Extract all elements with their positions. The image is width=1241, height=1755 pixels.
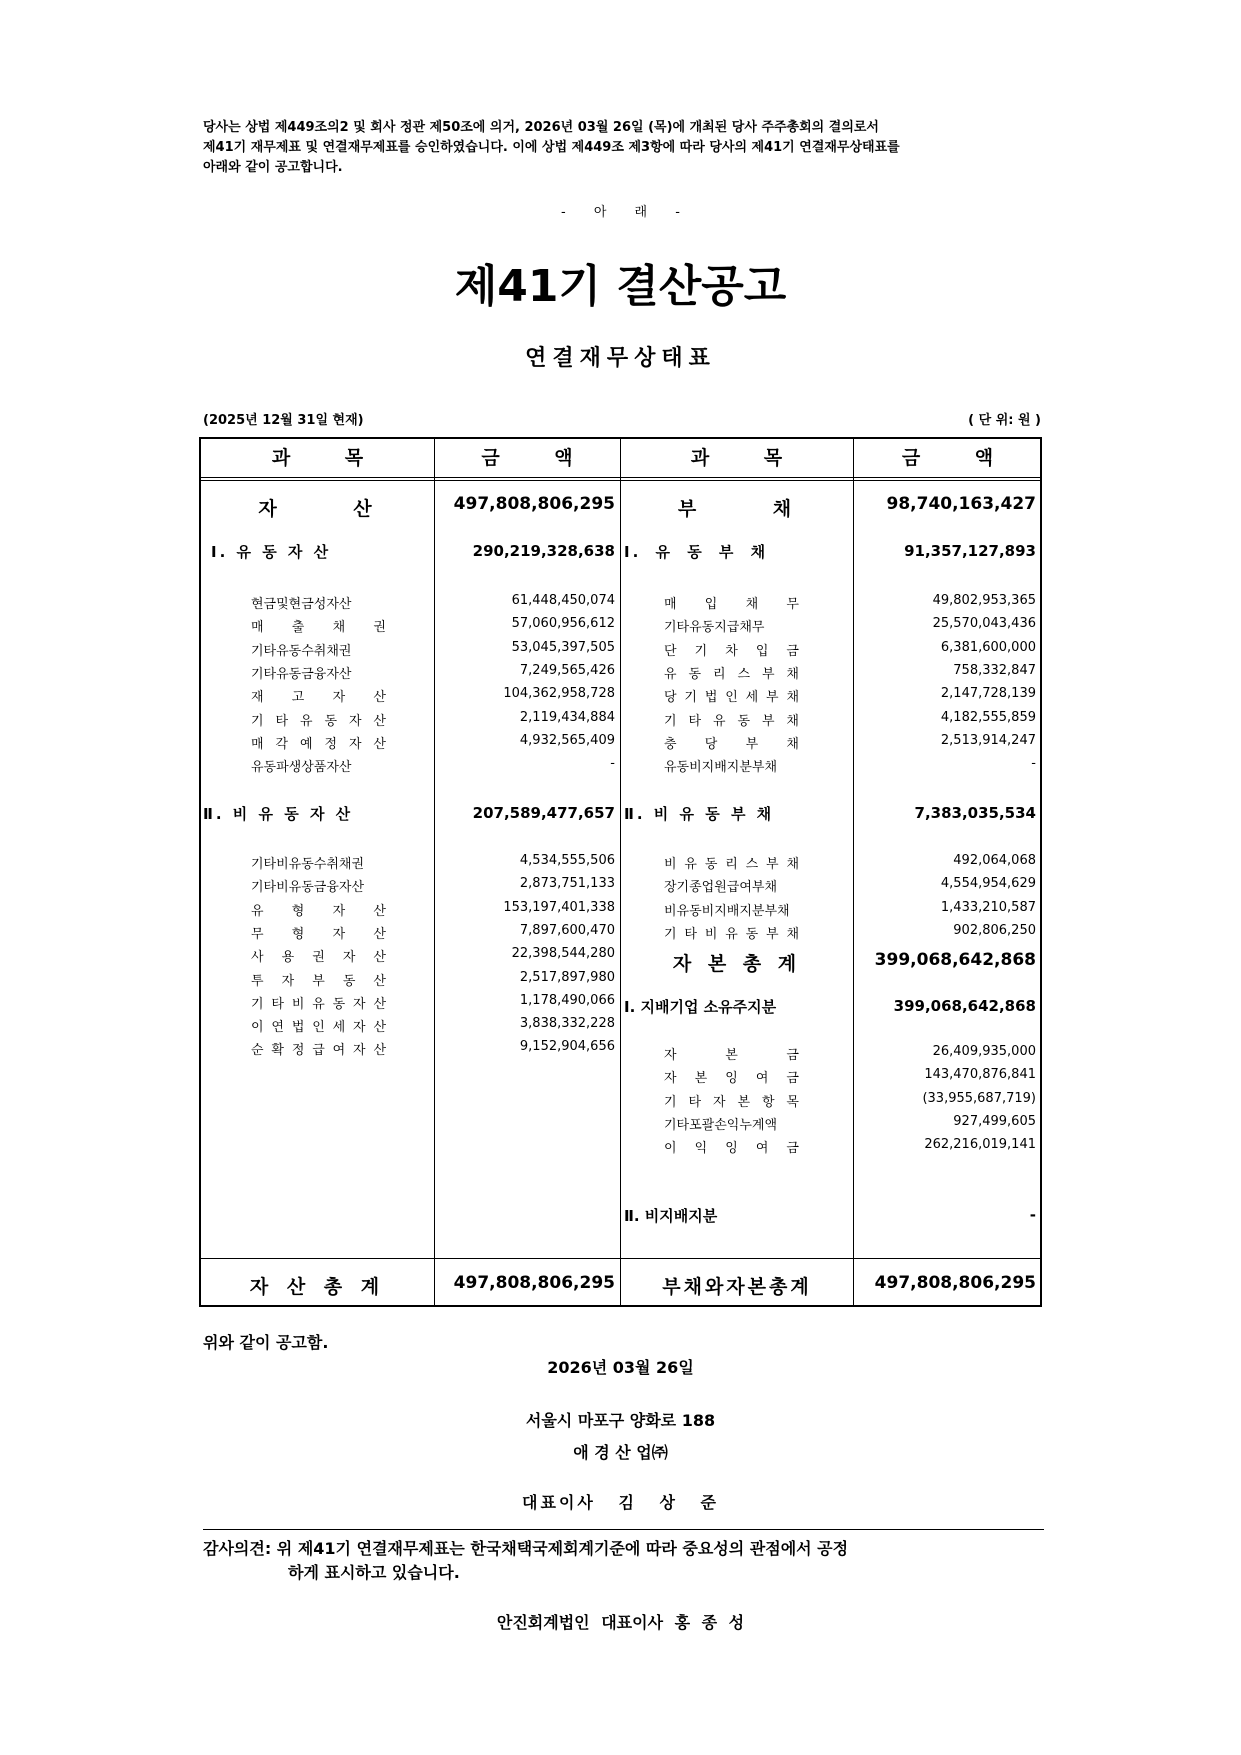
nci-label: Ⅱ. 비지배지분: [624, 1207, 718, 1225]
liabilities-amount: 98,740,163,427: [886, 494, 1036, 514]
asset-item-amount: 1,178,490,066: [519, 992, 615, 1008]
intro-line-2: 제41기 재무제표 및 연결재무제표를 승인하였습니다. 이에 상법 제449조 제3항에 따라 당사의 제41기 연결재무상태표를: [203, 140, 900, 155]
liability-item-label: 유동비지배지분부채: [664, 760, 778, 776]
column-divider: [620, 439, 621, 1305]
asset-item-amount: 2,119,434,884: [519, 709, 615, 725]
liability-item-amount: 902,806,250: [953, 922, 1036, 938]
company-name: 애 경 산 업㈜: [573, 1443, 668, 1462]
asset-item-label: 투 자 부 동 산: [251, 973, 386, 989]
asset-item-label: 매 출 채 권: [251, 620, 386, 636]
current-assets-label: Ⅰ. 유 동 자 산: [211, 543, 332, 561]
asset-item-label: 유동파생상품자산: [251, 760, 352, 776]
equity-item-label: 자 본 금: [664, 1048, 799, 1063]
equity-total-label: 자 본 총 계: [672, 953, 802, 975]
asset-item-amount: 2,873,751,133: [519, 876, 615, 892]
intro-line-3: 아래와 같이 공고합니다.: [203, 160, 343, 175]
auditor-signature: 안진회계법인 대표이사 홍 종 성: [496, 1613, 745, 1632]
unit-label: ( 단 위: 원 ): [968, 413, 1041, 428]
balance-sheet-table: [199, 437, 1042, 1307]
total-liab-equity-label: 부채와자본총계: [662, 1276, 812, 1298]
noncurrent-liabilities-amount: 7,383,035,534: [914, 804, 1036, 822]
liability-item-label: 유 동 리 스 부 채: [664, 666, 799, 682]
liability-item-label: 기 타 유 동 부 채: [664, 713, 799, 729]
equity-item-label: 자 본 잉 여 금: [664, 1071, 799, 1087]
liability-item-label: 비 유 동 리 스 부 채: [664, 857, 799, 872]
asset-item-amount: 9,152,904,656: [519, 1039, 615, 1055]
noncurrent-liabilities-label: Ⅱ. 비 유 동 부 채: [624, 805, 775, 823]
asset-item-label: 기타비유동금융자산: [251, 880, 365, 896]
asset-item-label: 유 형 자 산: [251, 903, 386, 919]
liability-item-label: 장기종업원급여부채: [664, 880, 778, 896]
equity-item-label: 이 익 잉 여 금: [664, 1141, 799, 1157]
liability-item-amount: 2,513,914,247: [940, 732, 1036, 748]
assets-amount: 497,808,806,295: [453, 494, 615, 514]
liability-item-amount: 2,147,728,139: [940, 686, 1036, 702]
notice-text: 위와 같이 공고함.: [203, 1333, 329, 1352]
assets-label: 자 산: [258, 498, 377, 520]
header-rule-double: [201, 480, 1040, 481]
liability-item-label: 충 당 부 채: [664, 736, 799, 752]
liability-item-label: 단 기 차 입 금: [664, 643, 799, 659]
equity-item-amount: 143,470,876,841: [924, 1067, 1036, 1083]
liability-item-label: 기 타 비 유 동 부 채: [664, 926, 799, 942]
equity-item-amount: 262,216,019,141: [924, 1137, 1036, 1153]
total-rule: [201, 1258, 1040, 1259]
owners-equity-amount: 399,068,642,868: [893, 997, 1036, 1015]
header-amount-right: 금 액: [901, 447, 994, 469]
ceo-name: 대표이사 김 상 준: [522, 1493, 719, 1512]
liabilities-label: 부 채: [677, 498, 797, 520]
audit-opinion-line-2: 하게 표시하고 있습니다.: [288, 1563, 460, 1582]
asset-item-amount: 2,517,897,980: [519, 969, 615, 985]
liability-item-amount: 6,381,600,000: [940, 639, 1036, 655]
asset-item-label: 기타유동금융자산: [251, 666, 352, 682]
as-of-date: (2025년 12월 31일 현재): [203, 413, 364, 428]
audit-opinion-line-1: 감사의견: 위 제41기 연결재무제표는 한국채택국제회계기준에 따라 중요성의 관점에서 공정: [203, 1539, 849, 1558]
liability-item-amount: 1,433,210,587: [940, 899, 1036, 915]
asset-item-label: 사 용 권 자 산: [251, 950, 386, 966]
intro-paragraph: [203, 118, 1043, 178]
equity-item-amount: 927,499,605: [953, 1113, 1036, 1129]
divider-line: [203, 1529, 1044, 1530]
asset-item-label: 무 형 자 산: [251, 926, 386, 942]
asset-item-label: 이 연 법 인 세 자 산: [251, 1020, 386, 1036]
equity-item-amount: (33,955,687,719): [922, 1090, 1036, 1106]
asset-item-amount: -: [610, 756, 615, 772]
asset-item-label: 기 타 비 유 동 자 산: [251, 996, 386, 1012]
asset-item-label: 기 타 유 동 자 산: [251, 713, 386, 729]
page-title: 제41기 결산공고: [454, 261, 787, 312]
nci-amount: -: [1029, 1206, 1036, 1224]
asset-item-amount: 3,838,332,228: [519, 1016, 615, 1032]
noncurrent-assets-label: Ⅱ. 비 유 동 자 산: [203, 805, 354, 823]
equity-item-amount: 26,409,935,000: [932, 1044, 1036, 1059]
asset-item-amount: 7,249,565,426: [519, 662, 615, 678]
statement-subtitle: 연결재무상태표: [525, 346, 716, 371]
liability-item-label: 비유동비지배지분부채: [664, 903, 790, 919]
owners-equity-label: Ⅰ. 지배기업 소유주지분: [624, 998, 777, 1016]
asset-item-label: 매 각 예 정 자 산: [251, 736, 386, 752]
asset-item-amount: 4,932,565,409: [519, 732, 615, 748]
column-divider: [853, 439, 854, 1305]
liability-item-amount: 4,182,555,859: [940, 709, 1036, 725]
total-assets-label: 자 산 총 계: [249, 1276, 386, 1298]
liability-item-label: 기타유동지급채무: [664, 620, 765, 636]
header-subject-right: 과 목: [690, 447, 783, 469]
below-marker: - 아 래 -: [561, 205, 680, 220]
asset-item-amount: 61,448,450,074: [511, 593, 615, 608]
liability-item-label: 당 기 법 인 세 부 채: [664, 690, 799, 706]
company-address: 서울시 마포구 양화로 188: [525, 1411, 716, 1430]
liability-item-amount: 492,064,068: [953, 853, 1036, 868]
asset-item-label: 재 고 자 산: [251, 690, 386, 706]
liability-item-label: 매 입 채 무: [664, 597, 799, 612]
header-rule: [201, 477, 1040, 478]
total-assets-amount: 497,808,806,295: [453, 1273, 615, 1293]
notice-date: 2026년 03월 26일: [547, 1358, 694, 1377]
asset-item-amount: 57,060,956,612: [511, 616, 615, 632]
asset-item-amount: 22,398,544,280: [511, 946, 615, 962]
equity-total-amount: 399,068,642,868: [874, 950, 1036, 970]
asset-item-label: 기타비유동수취채권: [251, 857, 365, 872]
liability-item-amount: -: [1031, 756, 1036, 772]
asset-item-amount: 4,534,555,506: [519, 853, 615, 868]
column-divider: [434, 439, 435, 1305]
current-liabilities-label: Ⅰ. 유 동 부 채: [624, 543, 769, 561]
asset-item-amount: 153,197,401,338: [503, 899, 615, 915]
liability-item-amount: 758,332,847: [953, 662, 1036, 678]
liability-item-amount: 25,570,043,436: [932, 616, 1036, 632]
liability-item-amount: 4,554,954,629: [940, 876, 1036, 892]
equity-item-label: 기 타 자 본 항 목: [664, 1094, 799, 1110]
equity-item-label: 기타포괄손익누계액: [664, 1117, 778, 1133]
asset-item-label: 현금및현금성자산: [251, 597, 352, 612]
intro-line-1: 당사는 상법 제449조의2 및 회사 정관 제50조에 의거, 2026년 03월 26일 (목)에 개최된 당사 주주총회의 결의로서: [203, 120, 879, 135]
asset-item-amount: 53,045,397,505: [511, 639, 615, 655]
current-liabilities-amount: 91,357,127,893: [904, 542, 1036, 560]
total-liab-equity-amount: 497,808,806,295: [874, 1273, 1036, 1293]
noncurrent-assets-amount: 207,589,477,657: [472, 804, 615, 822]
asset-item-label: 순 확 정 급 여 자 산: [251, 1043, 386, 1059]
liability-item-amount: 49,802,953,365: [932, 593, 1036, 608]
current-assets-amount: 290,219,328,638: [472, 542, 615, 560]
asset-item-amount: 104,362,958,728: [503, 686, 615, 702]
asset-item-label: 기타유동수취채권: [251, 643, 352, 659]
header-subject-left: 과 목: [271, 447, 364, 469]
asset-item-amount: 7,897,600,470: [519, 922, 615, 938]
header-amount-left: 금 액: [481, 447, 573, 469]
